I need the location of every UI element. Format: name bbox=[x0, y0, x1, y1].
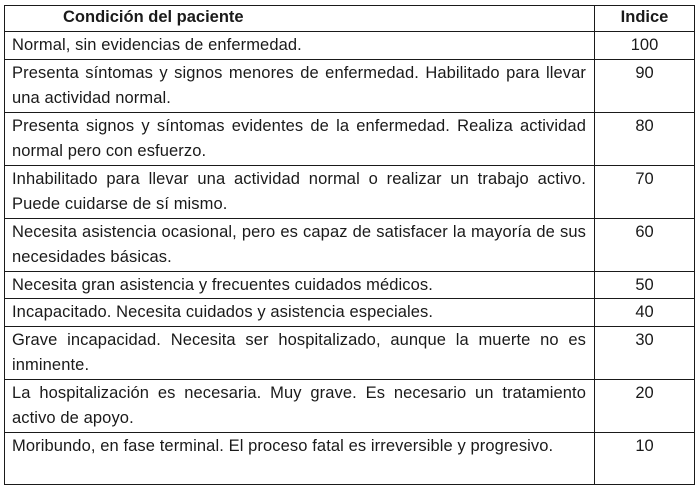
index-cell: 20 bbox=[595, 379, 695, 432]
index-cell: 10 bbox=[595, 432, 695, 484]
condition-cell: Incapacitado. Necesita cuidados y asistencia especiales. bbox=[5, 299, 595, 327]
table-row bbox=[5, 32, 695, 60]
table-row bbox=[5, 218, 695, 271]
table-row bbox=[5, 326, 695, 379]
condition-cell: La hospitalización es necesaria. Muy grave. Es necesario un tratamiento activo de apoyo. bbox=[5, 379, 595, 432]
table-row bbox=[5, 299, 695, 327]
table-row bbox=[5, 165, 695, 218]
condition-cell: Presenta síntomas y signos menores de enfermedad. Habilitado para llevar una actividad normal. bbox=[5, 59, 595, 112]
condition-cell: Moribundo, en fase terminal. El proceso fatal es irreversible y progresivo. bbox=[5, 432, 595, 484]
header-row bbox=[5, 6, 695, 32]
table-row bbox=[5, 271, 695, 299]
index-cell: 50 bbox=[595, 271, 695, 299]
index-cell: 80 bbox=[595, 112, 695, 165]
condition-cell: Necesita asistencia ocasional, pero es capaz de satisfacer la mayoría de sus necesidades básicas. bbox=[5, 218, 595, 271]
table-row bbox=[5, 112, 695, 165]
index-cell: 30 bbox=[595, 326, 695, 379]
index-cell: 100 bbox=[595, 32, 695, 60]
condition-cell: Presenta signos y síntomas evidentes de la enfermedad. Realiza actividad normal pero con esfuerzo. bbox=[5, 112, 595, 165]
index-cell: 40 bbox=[595, 299, 695, 327]
header-index: Indice bbox=[595, 6, 695, 32]
condition-cell: Grave incapacidad. Necesita ser hospitalizado, aunque la muerte no es inminente. bbox=[5, 326, 595, 379]
condition-cell: Necesita gran asistencia y frecuentes cuidados médicos. bbox=[5, 271, 595, 299]
performance-index-table bbox=[4, 5, 695, 485]
index-cell: 70 bbox=[595, 165, 695, 218]
header-condition: Condición del paciente bbox=[5, 6, 595, 32]
table-row bbox=[5, 379, 695, 432]
index-cell: 60 bbox=[595, 218, 695, 271]
index-cell: 90 bbox=[595, 59, 695, 112]
table-row bbox=[5, 432, 695, 484]
condition-cell: Inhabilitado para llevar una actividad normal o realizar un trabajo activo. Puede cuidarse de sí mismo. bbox=[5, 165, 595, 218]
table-row bbox=[5, 59, 695, 112]
performance-index-table-container bbox=[4, 5, 694, 485]
condition-cell: Normal, sin evidencias de enfermedad. bbox=[5, 32, 595, 60]
